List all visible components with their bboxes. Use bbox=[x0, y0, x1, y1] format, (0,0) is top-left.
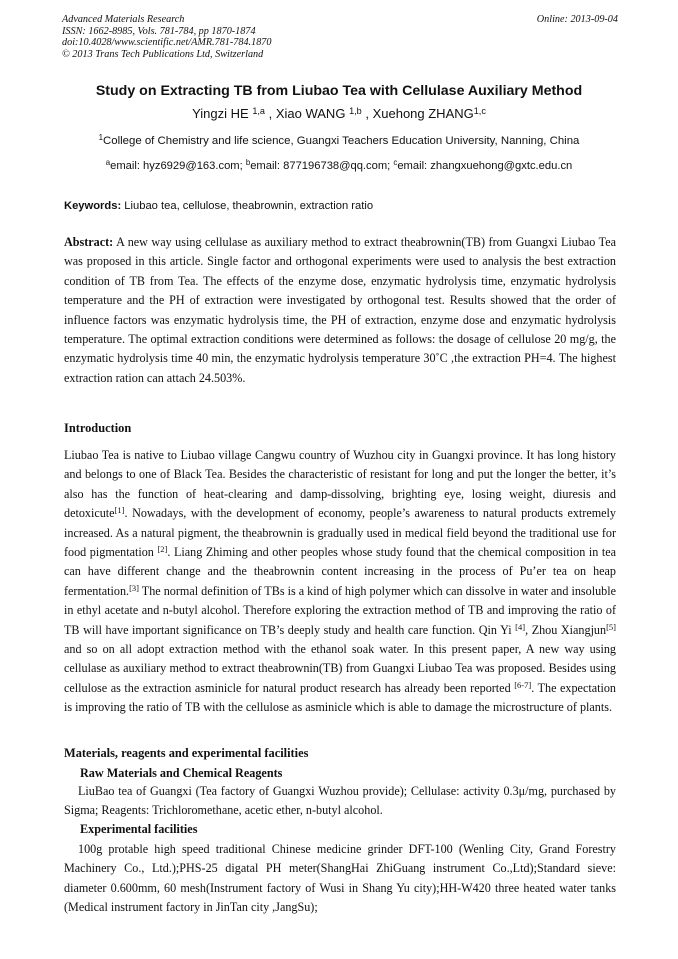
affiliation-marker: 1 bbox=[98, 133, 104, 143]
author-name: Xiao WANG bbox=[275, 106, 346, 121]
intro-text: . Liang Zhiming and other peoples whose study found that the chemical composition in tea can have different change and the theabrownin content increasing in the process of Pu’er tea on heap fermentation. bbox=[64, 545, 616, 598]
citation[interactable]: [6-7] bbox=[514, 680, 532, 691]
author-list: Yingzi HE $^{1,a}$ , Xiao WANG $^{1,b}$ , Xuehong ZHANG$^{1,c}$ bbox=[192, 105, 486, 121]
online-date: Online: 2013-09-04 bbox=[536, 14, 618, 25]
intro-text: The normal definition of TBs is a kind of high polymer which can dissolve in water and insoluble in ethyl acetate and n-butyl alcohol. Therefore exploring the extraction method of TB and improving the ratio of TB will have important significance on TB’s deeply study and health care function. Qin Yi bbox=[64, 583, 616, 637]
email-link[interactable]: email: 877196738@qq.com; bbox=[250, 160, 394, 172]
email-link[interactable]: email: hyz6929@163.com; bbox=[110, 160, 246, 172]
email-link[interactable]: email: zhangxuehong@gxtc.edu.cn bbox=[397, 160, 573, 172]
intro-text: . The expectation is improving the ratio of TB with the cellulose as asminicle which is able to damage the microstructure of plants. bbox=[64, 680, 616, 715]
citation[interactable]: [3] bbox=[129, 583, 139, 594]
author-marker: 1,c bbox=[473, 105, 486, 116]
author-name: Xuehong ZHANG bbox=[372, 106, 474, 121]
author-marker: 1,a bbox=[252, 105, 265, 116]
raw-materials-heading: Raw Materials and Chemical Reagents bbox=[80, 766, 283, 780]
keywords-label: Keywords: bbox=[64, 200, 122, 212]
citation[interactable]: [1] bbox=[114, 505, 125, 516]
introduction-body bbox=[64, 446, 616, 718]
citation[interactable]: [4] bbox=[515, 621, 526, 632]
issn-line: ISSN: 1662-8985, Vols. 781-784, pp 1870-1874 bbox=[62, 25, 256, 37]
journal-name: Advanced Materials Research bbox=[62, 14, 185, 25]
affiliation bbox=[40, 133, 638, 149]
facilities-text bbox=[64, 840, 616, 918]
raw-materials-text bbox=[64, 782, 616, 821]
author-name: Yingzi HE bbox=[192, 106, 249, 121]
email-marker: a bbox=[105, 158, 111, 168]
intro-text: Liubao Tea is native to Liubao village Cangwu country of Wuzhou city in Guangxi province. It has long history and belongs to one of Black Tea. Besides the characteristic of resistant for long and put the longer the better, it’s also has the function of heat-clearing and damp-dissolving, brighting eye, losing weight, diuresis and detoxicute bbox=[64, 448, 616, 521]
doi-line[interactable]: doi:10.4028/www.scientific.net/AMR.781-784.1870 bbox=[62, 37, 272, 49]
author-marker: 1,b bbox=[349, 105, 362, 116]
abstract-label: Abstract: bbox=[64, 235, 114, 249]
facilities-paragraph: 100g protable high speed traditional Chinese medicine grinder DFT-100 (Wenling City, Grand Forestry Machinery Co., Ltd.);PHS-25 digatal PH meter(ShangHai ZhiGuang instrument Co.,Ltd);Standard sieve: diameter 0.600mm, 60 mesh(Instrument factory of Wusi in Shang Yu city);HH-W420 three heated water tanks (Medical instrument factory in JinTan city ,JangSu); bbox=[64, 842, 616, 915]
email-marker: b bbox=[245, 158, 251, 168]
paper-title: Study on Extracting TB from Liubao Tea with Cellulase Auxiliary Method bbox=[95, 83, 583, 99]
journal-header bbox=[62, 14, 618, 60]
email-marker: c bbox=[393, 158, 398, 168]
intro-text: . Nowadays, with the development of economy, people’s awareness to natural products extremely increased. As a natural pigment, the theabrownin is gradually used in medical field beyond the traditional use for food pigmentation bbox=[64, 506, 616, 560]
facilities-heading: Experimental facilities bbox=[80, 822, 198, 836]
intro-text: , Zhou Xiangjun bbox=[525, 622, 607, 637]
raw-materials-paragraph: LiuBao tea of Guangxi (Tea factory of Guangxi Wuzhou provide); Cellulase: activity 0.3μ/mg, purchased by Sigma; Reagents: Trichloromethane, acetic ether, n-butyl alcohol. bbox=[64, 784, 616, 818]
keywords-text: Liubao tea, cellulose, theabrownin, extraction ratio bbox=[121, 200, 374, 212]
citation[interactable]: [2] bbox=[157, 544, 168, 555]
citation[interactable]: [5] bbox=[606, 621, 616, 632]
intro-text: and so on all adopt extraction method with the ethanol soak water. In this present paper, A new way using cellulase as auxiliary method to extract theabrownin(TB) from Guangxi Liubao Tea was proposed. Besides using cellulose as the extraction asminicle for natural product research has already been reported bbox=[64, 642, 616, 695]
abstract-text: A new way using cellulase as auxiliary method to extract theabrownin(TB) from Guangxi Liubao Tea was proposed in this article. Single factor and orthogonal experiments were used to analysis the best extraction condition of TB from Tea. The effects of the enzyme dose, enzymatic hydrolysis time, enzymatic hydrolysis temperature and the PH of extraction were investigated by orthogonal test. Results showed that the order of influence factors was enzymatic hydrolysis time, the PH of extraction, enzyme dose and enzymatic hydrolysis temperature. The optimal extraction conditions were determined as follows: the dosage of cellulose 20 mg/g, the enzymatic hydrolysis time 40 min, the enzymatic hydrolysis temperature 30˚C ,the extraction PH=4. The highest extraction ration can attach 24.503%. bbox=[64, 235, 616, 385]
copyright-line: © 2013 Trans Tech Publications Ltd, Switzerland bbox=[62, 48, 264, 60]
introduction-heading: Introduction bbox=[64, 421, 132, 435]
materials-heading: Materials, reagents and experimental facilities bbox=[64, 746, 309, 760]
email-list bbox=[40, 158, 638, 174]
keywords bbox=[64, 198, 618, 214]
affiliation-text: College of Chemistry and life science, Guangxi Teachers Education University, Nanning, China bbox=[103, 135, 580, 147]
abstract bbox=[64, 233, 616, 388]
